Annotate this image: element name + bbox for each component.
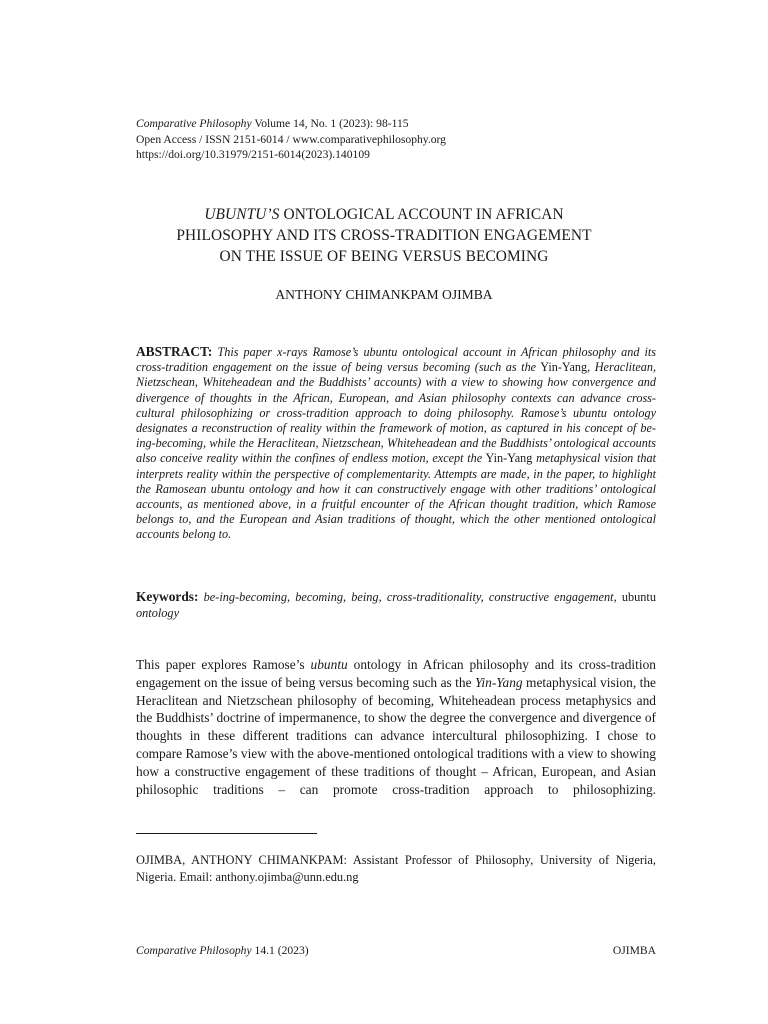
footer-citation [136,944,309,957]
open-access-line: Open Access / ISSN 2151-6014 / www.comparativephilosophy.org [136,132,446,146]
footer-issue: 14.1 (2023) [254,944,309,957]
footnote-rule [136,833,317,834]
title-line-1-rest: ONTOLOGICAL ACCOUNT IN AFRICAN [279,206,564,223]
abstract-text-2: Yin-Yang, [540,360,591,375]
footer-journal: Comparative Philosophy [136,944,252,957]
keywords-label: Keywords: [136,589,199,604]
keywords-text-1: be-ing-becoming, becoming, being, cross-traditionality, constructive engagement, [203,590,617,604]
title-line-2: PHILOSOPHY AND ITS CROSS-TRADITION ENGAGEMENT [176,227,592,244]
title-italic-word: UBUNTU’S [204,206,280,223]
keywords-text-3: ontology [136,606,180,620]
body-text-4: Yin-Yang [474,674,523,690]
author-footnote: OJIMBA, ANTHONY CHIMANKPAM: Assistant Professor of Philosophy, University of Nigeria, Nigeria. Email: anthony.ojimba@unn.edu.ng [136,853,656,884]
body-text-5: metaphysical vision, the Heraclitean and Nietzschean philosophy of becoming, Whiteheadean process metaphysics and the Buddhists’ doctrine of impermanence, to show the degree the convergence and divergence of thoughts in these different traditions can advance intercultural philosophizing. I chose to compare Ramose’s view with the above-mentioned ontological traditions with a view to showing how a constructive engagement of these traditions of thought – African, European, and Asian philosophic traditions – can promote cross-tradition approach to philosophizing. [136,674,656,797]
journal-name: Comparative Philosophy [136,117,252,130]
keywords-text-2: ubuntu [621,590,656,604]
paper-title [120,204,648,267]
abstract [136,344,656,543]
abstract-text-1: This paper x-rays Ramose’s ubuntu ontological account in African philosophy and its cross-tradition engagement on the issue of being versus becoming (such as the [136,345,656,375]
body-text-3: ontology in African philosophy and its cross-tradition engagement on the issue of being versus becoming such as the [136,657,656,690]
body-paragraph [136,656,656,798]
doi-line: https://doi.org/10.31979/2151-6014(2023).140109 [136,148,370,161]
journal-issue: Volume 14, No. 1 (2023): 98-115 [254,117,409,130]
title-line-1 [120,204,648,225]
body-text-2: ubuntu [310,657,348,672]
running-head: OJIMBA [612,944,656,957]
abstract-text-3: Heraclitean, Nietzschean, Whiteheadean and the Buddhists’ accounts) with a view to showing how convergence and divergence of thoughts in the African, European, and Asian philosophy contexts can advance cross-cultural philosophizing or cross-tradition approach to doing philosophy. Ramose’s ubuntu ontology designates a reconstruction of reality within the framework of motion, as captured in his concept of be-ing-becoming, while the Heraclitean, Nietzschean, Whiteheadean and the Buddhists’ ontological accounts also conceive reality within the confines of endless motion, except the [136,360,656,466]
author-name: ANTHONY CHIMANKPAM OJIMBA [275,287,493,302]
body-text-1: This paper explores Ramose’s [136,657,305,672]
keywords [136,589,656,621]
journal-header [136,116,446,163]
journal-citation [136,116,446,132]
abstract-text-4: Yin-Yang [485,451,533,466]
abstract-text-5: metaphysical vision that interprets reality within the perspective of complementarity. Attempts are made, in the paper, to highlight the Ramosean ubuntu ontology and how it can constructively engage with other traditions’ ontological accounts, as mentioned above, in a fruitful encounter of the African thought tradition, which Ramose belongs to, and the European and Asian traditions of thought, which the other mentioned ontological accounts belong to. [136,451,656,542]
title-line-3: ON THE ISSUE OF BEING VERSUS BECOMING [219,248,549,265]
abstract-label: ABSTRACT: [136,344,213,359]
